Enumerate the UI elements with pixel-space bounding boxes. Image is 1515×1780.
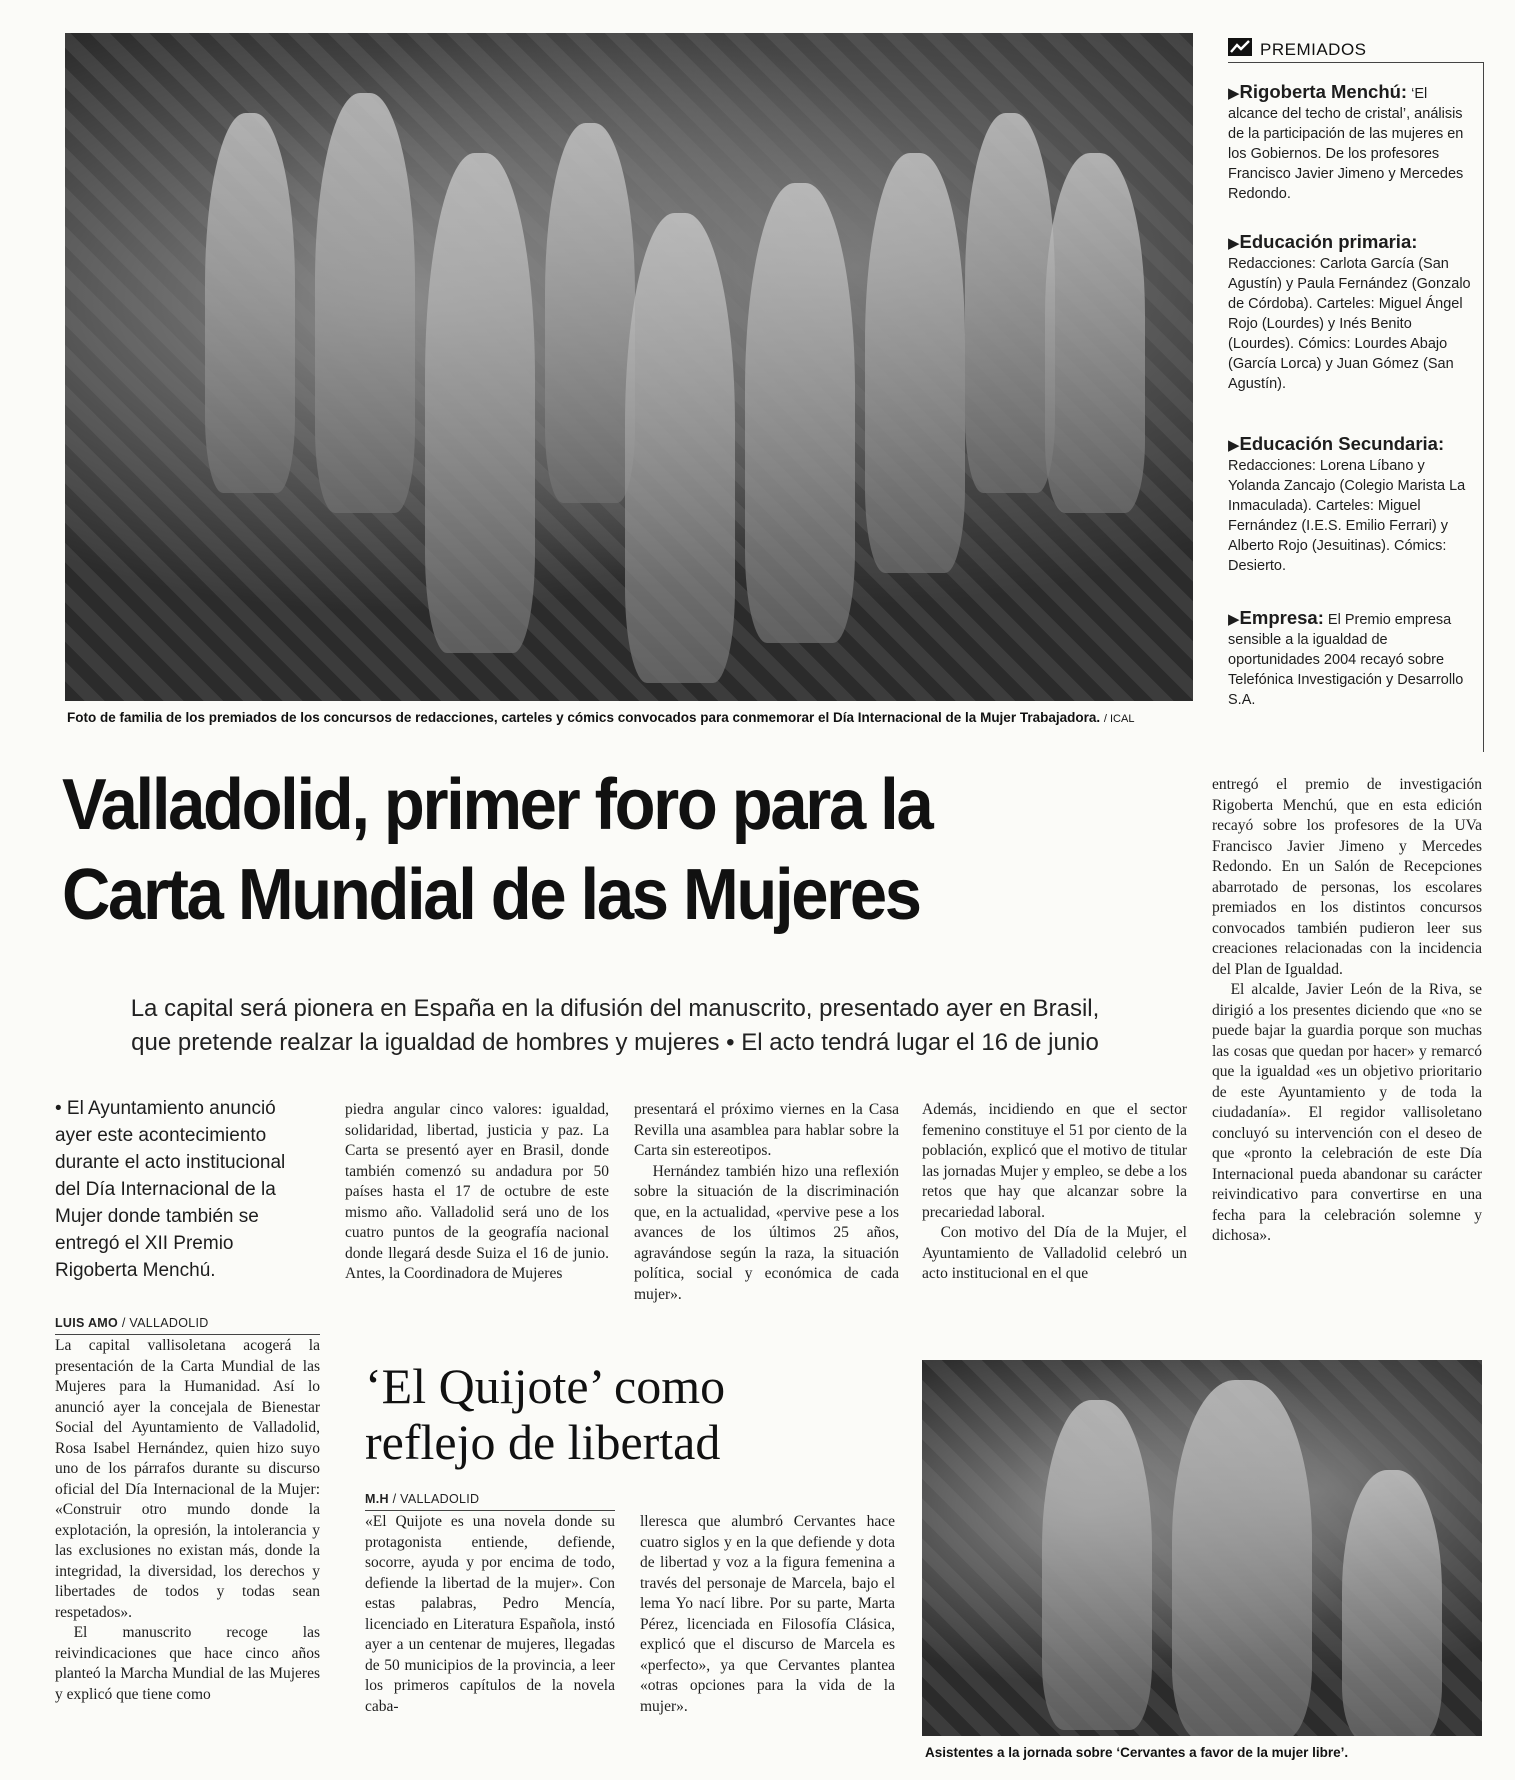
headline-line-1: Valladolid, primer foro para la [62,765,932,845]
sidebar-header: PREMIADOS [1228,38,1483,61]
arrow-right-icon: ▶ [1228,235,1240,252]
article-column-3: presentará el próximo viernes en la Casa Revilla una asamblea para hablar sobre la Carta sin estereotipos. Hernández también hizo una reflexión sobre la situación de la discriminación que, en la actualidad, «pervive pese a los avances de los últimos 25 años, agravándose según la raza, la situación política, social y económica de cada mujer». [634,1101,899,1303]
lede: • El Ayuntamiento anunció ayer este acontecimiento durante el acto institucional del Día Internacional de la Mujer donde también se entregó el XII Premio Rigoberta Menchú. [55,1098,286,1281]
quijote-column-1: «El Quijote es una novela donde su protagonista entiende, defiende, socorre, ayuda y por encima de todo, defiende la libertad de la mujer». Con estas palabras, Pedro Mencía, licenciado en Literatura Española, instó ayer a un centenar de mujeres, llegadas de 50 municipios de la provincia, a leer los primeros capítulos de la novela caba- [365,1513,615,1715]
sidebar-entry-secundaria: ▶Educación Secundaria: Redacciones: Lorena Líbano y Yolanda Zancajo (Colegio Marista La Inmaculada). Carteles: Miguel Fernández (I.E.S. Emilio Ferrari) y Alberto Rojo (Jesuitinas). Cómics: Desierto. [1228,433,1466,574]
top-photo [65,33,1193,701]
quijote-headline: ‘El Quijote’ como reflejo de libertad [365,1358,726,1470]
quijote-column-2: lleresca que alumbró Cervantes hace cuatro siglos y en la que defiende y dota de libertad y voz a la figura femenina a través del personaje de Marcela, bajo el lema Yo nací libre. Por su parte, Marta Pérez, licenciada en Filosofía Clásica, explicó que el discurso de Marcela es «perfecto», ya que Cervantes plantea «otras opciones para la vida de la mujer». [640,1513,895,1715]
article-column-4: Además, incidiendo en que el sector femenino constituye el 51 por ciento de la población, explicó que el motivo de titular las jornadas Mujer y empleo, se debe a los retos que hay que alcanzar sobre la precariedad laboral. Con motivo del Día de la Mujer, el Ayuntamiento de Valladolid celebró un acto institucional en el que [922,1101,1187,1282]
headline-line-2: Carta Mundial de las Mujeres [62,855,920,935]
byline-rule [55,1334,320,1335]
sidebar-entry-primaria: ▶Educación primaria: Redacciones: Carlota García (San Agustín) y Paula Fernández (Gonzalo de Córdoba). Carteles: Miguel Ángel Rojo (Lourdes) y Inés Benito (Lourdes). Cómics: Lourdes Abajo (García Lorca) y Juan Gómez (San Agustín). [1228,231,1471,392]
arrow-right-icon: ▶ [1228,611,1240,628]
sidebar-vertical-rule [1483,62,1484,752]
photo-caption: Foto de familia de los premiados de los concursos de redacciones, carteles y cómics convocados para conmemorar el Día Internacional de la Mujer Trabajadora. / ICAL [67,710,1135,725]
article-column-1: La capital vallisoletana acogerá la presentación de la Carta Mundial de las Mujeres para la Humanidad. Así lo anunció ayer la concejala de Bienestar Social del Ayuntamiento de Valladolid, Rosa Isabel Hernández, quien hizo suyo uno de los párrafos durante su discurso oficial del Día Internacional de la Mujer: «Construir otro mundo donde la explotación, la opresión, la intolerancia y las exclusiones no existan más, donde la integridad, la diversidad, los derechos y libertades de todos y todas sean respetados». El manuscrito recoge las reivindicaciones que hace cinco años planteó la Marcha Mundial de las Mujeres y explicó que tiene como [55,1337,320,1703]
sidebar-entry-rigoberta: ▶Rigoberta Menchú: ‘El alcance del techo de cristal’, análisis de la participación de las mujeres en los Gobiernos. De los profesores Francisco Javier Jimeno y Mercedes Redondo. [1228,81,1464,202]
article-column-5: entregó el premio de investigación Rigoberta Menchú, que en esta edición recayó sobre los profesores de la UVa Francisco Javier Jimeno y Mercedes Redondo. En un Salón de Recepciones abarrotado de personas, los escolares premiados en los distintos concursos convocados también pudieron leer sus creaciones relacionadas con la incidencia del Plan de Igualdad. El alcalde, Javier León de la Riva, se dirigió a los presentes diciendo que «no se puede bajar la guardia porque son muchas las cosas que quedan por hacer» y remarcó que la igualdad «es un objetivo prioritario de este Ayuntamiento y de toda la ciudadanía». El regidor vallisoletano concluyó su intervención con el deseo de que «pronto la celebración de este Día Internacional pueda abandonar su carácter reivindicativo para convertirse en una fecha para la celebración solemne y dichosa». [1212,776,1482,1244]
photo-credit: / ICAL [1103,713,1135,725]
article-column-2: piedra angular cinco valores: igualdad, solidaridad, libertad, justicia y paz. La Carta se presentó ayer en Brasil, donde también comenzó su andadura por 50 países hasta el 17 de octubre de este mismo año. Valladolid será uno de los cuatro puntos de la geografía nacional donde llegará desde Suiza el 16 de junio. Antes, la Coordinadora de Mujeres [345,1101,609,1282]
arrow-right-icon: ▶ [1228,437,1240,454]
byline: LUIS AMO / VALLADOLID [55,1316,209,1330]
deck: La capital será pionera en España en la difusión del manuscrito, presentado ayer en Brasil, que pretende realzar la igualdad de hombres y mujeres • El acto tendrá lugar el 16 de junio [130,995,1100,1056]
quijote-photo-caption: Asistentes a la jornada sobre ‘Cervantes a favor de la mujer libre’. [925,1745,1349,1760]
quijote-byline-rule [365,1510,615,1511]
trend-icon [1228,38,1252,61]
sidebar-entry-empresa: ▶Empresa: El Premio empresa sensible a la igualdad de oportunidades 2004 recayó sobre Telefónica Investigación y Desarrollo S.A. [1228,607,1464,708]
quijote-byline: M.H / VALLADOLID [365,1492,480,1506]
arrow-right-icon: ▶ [1228,85,1240,102]
sidebar [1228,38,1483,708]
sidebar-rule [1228,62,1483,63]
quijote-photo [922,1360,1482,1736]
